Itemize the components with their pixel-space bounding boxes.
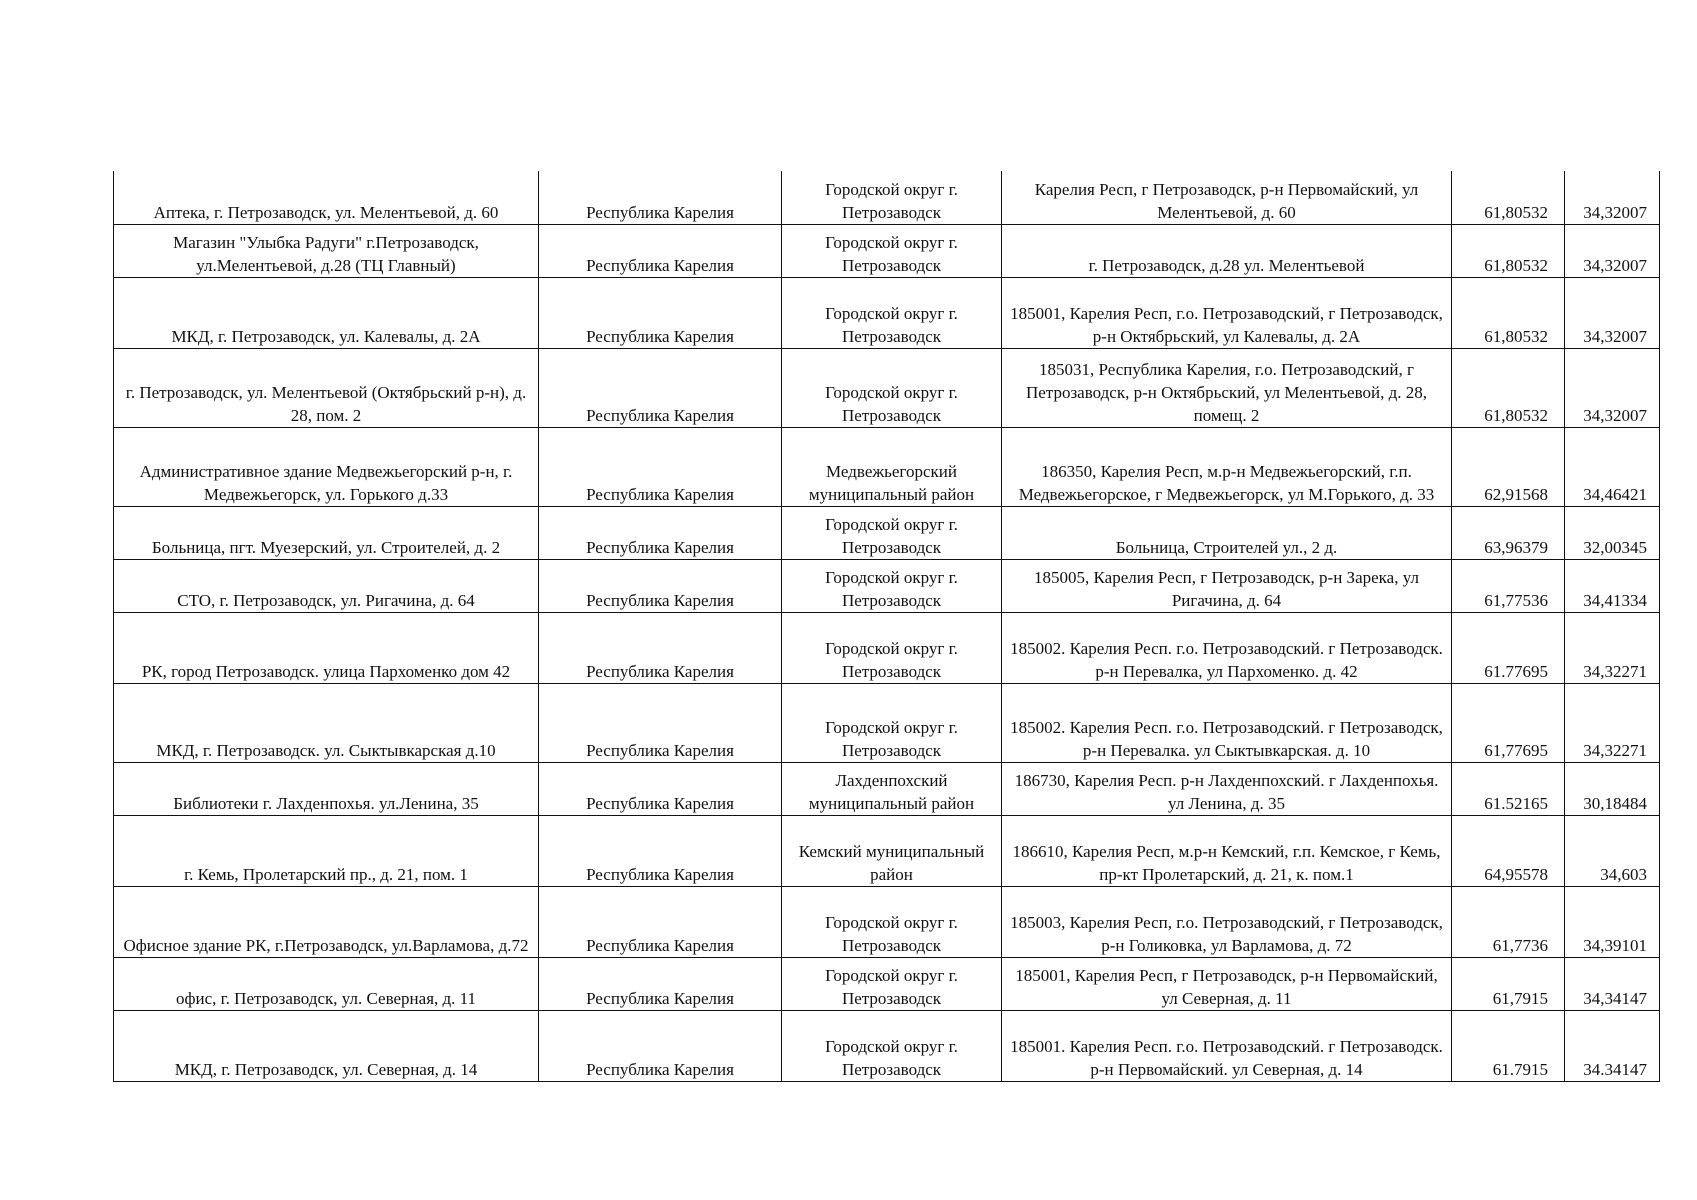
longitude-cell: 34,32271 <box>1565 612 1660 683</box>
district-cell: Городской округ г. Петрозаводск <box>782 683 1002 762</box>
district-cell: Кемский муниципальный район <box>782 815 1002 886</box>
table-row <box>114 957 1660 1010</box>
longitude-cell: 34,46421 <box>1565 427 1660 506</box>
latitude-cell: 61,80532 <box>1452 277 1565 348</box>
longitude-cell: 32,00345 <box>1565 506 1660 559</box>
longitude-cell: 34,39101 <box>1565 886 1660 957</box>
longitude-cell: 34.34147 <box>1565 1010 1660 1081</box>
address-cell: 185001, Карелия Респ, г Петрозаводск, р-н Первомайский, ул Северная, д. 11 <box>1002 957 1452 1010</box>
latitude-cell: 61,80532 <box>1452 171 1565 224</box>
latitude-cell: 62,91568 <box>1452 427 1565 506</box>
region-cell: Республика Карелия <box>539 1010 782 1081</box>
address-cell: 185003, Карелия Респ, г.о. Петрозаводский, г Петрозаводск, р-н Голиковка, ул Варламова, д. 72 <box>1002 886 1452 957</box>
longitude-cell: 34,32007 <box>1565 171 1660 224</box>
table-row <box>114 506 1660 559</box>
latitude-cell: 61,77536 <box>1452 559 1565 612</box>
latitude-cell: 61,7915 <box>1452 957 1565 1010</box>
district-cell: Медвежьегорский муниципальный район <box>782 427 1002 506</box>
table-row <box>114 815 1660 886</box>
latitude-cell: 61.77695 <box>1452 612 1565 683</box>
longitude-cell: 34,603 <box>1565 815 1660 886</box>
region-cell: Республика Карелия <box>539 348 782 427</box>
region-cell: Республика Карелия <box>539 559 782 612</box>
object-name-cell: Административное здание Медвежьегорский р-н, г. Медвежьегорск, ул. Горького д.33 <box>114 427 539 506</box>
latitude-cell: 61,80532 <box>1452 224 1565 277</box>
region-cell: Республика Карелия <box>539 957 782 1010</box>
object-name-cell: Больница, пгт. Муезерский, ул. Строителей, д. 2 <box>114 506 539 559</box>
region-cell: Республика Карелия <box>539 762 782 815</box>
object-name-cell: РК, город Петрозаводск. улица Пархоменко дом 42 <box>114 612 539 683</box>
district-cell: Городской округ г. Петрозаводск <box>782 171 1002 224</box>
object-name-cell: г. Кемь, Пролетарский пр., д. 21, пом. 1 <box>114 815 539 886</box>
table-row <box>114 171 1660 224</box>
longitude-cell: 34,34147 <box>1565 957 1660 1010</box>
object-name-cell: МКД, г. Петрозаводск, ул. Северная, д. 14 <box>114 1010 539 1081</box>
latitude-cell: 61,7736 <box>1452 886 1565 957</box>
longitude-cell: 30,18484 <box>1565 762 1660 815</box>
longitude-cell: 34,32271 <box>1565 683 1660 762</box>
address-cell: 185001. Карелия Респ. г.о. Петрозаводский. г Петрозаводск. р-н Первомайский. ул Северная, д. 14 <box>1002 1010 1452 1081</box>
region-cell: Республика Карелия <box>539 277 782 348</box>
address-cell: 185001, Карелия Респ, г.о. Петрозаводский, г Петрозаводск, р-н Октябрьский, ул Калевалы, д. 2А <box>1002 277 1452 348</box>
latitude-cell: 64,95578 <box>1452 815 1565 886</box>
latitude-cell: 61,77695 <box>1452 683 1565 762</box>
table-row <box>114 277 1660 348</box>
object-name-cell: Офисное здание РК, г.Петрозаводск, ул.Варламова, д.72 <box>114 886 539 957</box>
address-cell: 185031, Республика Карелия, г.о. Петрозаводский, г Петрозаводск, р-н Октябрьский, ул Мелентьевой, д. 28, помещ. 2 <box>1002 348 1452 427</box>
district-cell: Городской округ г. Петрозаводск <box>782 1010 1002 1081</box>
district-cell: Городской округ г. Петрозаводск <box>782 559 1002 612</box>
address-cell: г. Петрозаводск, д.28 ул. Мелентьевой <box>1002 224 1452 277</box>
object-name-cell: г. Петрозаводск, ул. Мелентьевой (Октябрьский р-н), д. 28, пом. 2 <box>114 348 539 427</box>
longitude-cell: 34,32007 <box>1565 224 1660 277</box>
table-row <box>114 762 1660 815</box>
table-row <box>114 612 1660 683</box>
region-cell: Республика Карелия <box>539 427 782 506</box>
longitude-cell: 34,41334 <box>1565 559 1660 612</box>
district-cell: Городской округ г. Петрозаводск <box>782 612 1002 683</box>
address-cell: 185002. Карелия Респ. г.о. Петрозаводский. г Петрозаводск, р-н Перевалка. ул Сыктывкарская. д. 10 <box>1002 683 1452 762</box>
latitude-cell: 61.7915 <box>1452 1010 1565 1081</box>
region-cell: Республика Карелия <box>539 612 782 683</box>
region-cell: Республика Карелия <box>539 506 782 559</box>
region-cell: Республика Карелия <box>539 815 782 886</box>
region-cell: Республика Карелия <box>539 171 782 224</box>
longitude-cell: 34,32007 <box>1565 277 1660 348</box>
address-cell: 185002. Карелия Респ. г.о. Петрозаводский. г Петрозаводск. р-н Перевалка, ул Пархоменко. д. 42 <box>1002 612 1452 683</box>
district-cell: Городской округ г. Петрозаводск <box>782 957 1002 1010</box>
district-cell: Городской округ г. Петрозаводск <box>782 506 1002 559</box>
table-row <box>114 1010 1660 1081</box>
table-row <box>114 886 1660 957</box>
address-cell: 186350, Карелия Респ, м.р-н Медвежьегорский, г.п. Медвежьегорское, г Медвежьегорск, ул М.Горького, д. 33 <box>1002 427 1452 506</box>
address-cell: 185005, Карелия Респ, г Петрозаводск, р-н Зарека, ул Ригачина, д. 64 <box>1002 559 1452 612</box>
longitude-cell: 34,32007 <box>1565 348 1660 427</box>
region-cell: Республика Карелия <box>539 224 782 277</box>
district-cell: Городской округ г. Петрозаводск <box>782 886 1002 957</box>
region-cell: Республика Карелия <box>539 886 782 957</box>
table-row <box>114 224 1660 277</box>
table-row <box>114 427 1660 506</box>
object-name-cell: СТО, г. Петрозаводск, ул. Ригачина, д. 64 <box>114 559 539 612</box>
latitude-cell: 63,96379 <box>1452 506 1565 559</box>
object-name-cell: Магазин "Улыбка Радуги" г.Петрозаводск, ул.Мелентьевой, д.28 (ТЦ Главный) <box>114 224 539 277</box>
address-cell: Больница, Строителей ул., 2 д. <box>1002 506 1452 559</box>
object-name-cell: Библиотеки г. Лахденпохья. ул.Ленина, 35 <box>114 762 539 815</box>
address-cell: Карелия Респ, г Петрозаводск, р-н Первомайский, ул Мелентьевой, д. 60 <box>1002 171 1452 224</box>
latitude-cell: 61,80532 <box>1452 348 1565 427</box>
district-cell: Городской округ г. Петрозаводск <box>782 348 1002 427</box>
object-name-cell: МКД, г. Петрозаводск. ул. Сыктывкарская д.10 <box>114 683 539 762</box>
object-name-cell: офис, г. Петрозаводск, ул. Северная, д. 11 <box>114 957 539 1010</box>
table-row <box>114 348 1660 427</box>
object-name-cell: Аптека, г. Петрозаводск, ул. Мелентьевой, д. 60 <box>114 171 539 224</box>
latitude-cell: 61.52165 <box>1452 762 1565 815</box>
table-row <box>114 559 1660 612</box>
object-name-cell: МКД, г. Петрозаводск, ул. Калевалы, д. 2А <box>114 277 539 348</box>
address-cell: 186730, Карелия Респ. р-н Лахденпохский. г Лахденпохья. ул Ленина, д. 35 <box>1002 762 1452 815</box>
locations-table <box>113 171 1660 1082</box>
address-cell: 186610, Карелия Респ, м.р-н Кемский, г.п. Кемское, г Кемь, пр-кт Пролетарский, д. 21, к. пом.1 <box>1002 815 1452 886</box>
district-cell: Лахденпохский муниципальный район <box>782 762 1002 815</box>
table-row <box>114 683 1660 762</box>
district-cell: Городской округ г. Петрозаводск <box>782 277 1002 348</box>
region-cell: Республика Карелия <box>539 683 782 762</box>
district-cell: Городской округ г. Петрозаводск <box>782 224 1002 277</box>
